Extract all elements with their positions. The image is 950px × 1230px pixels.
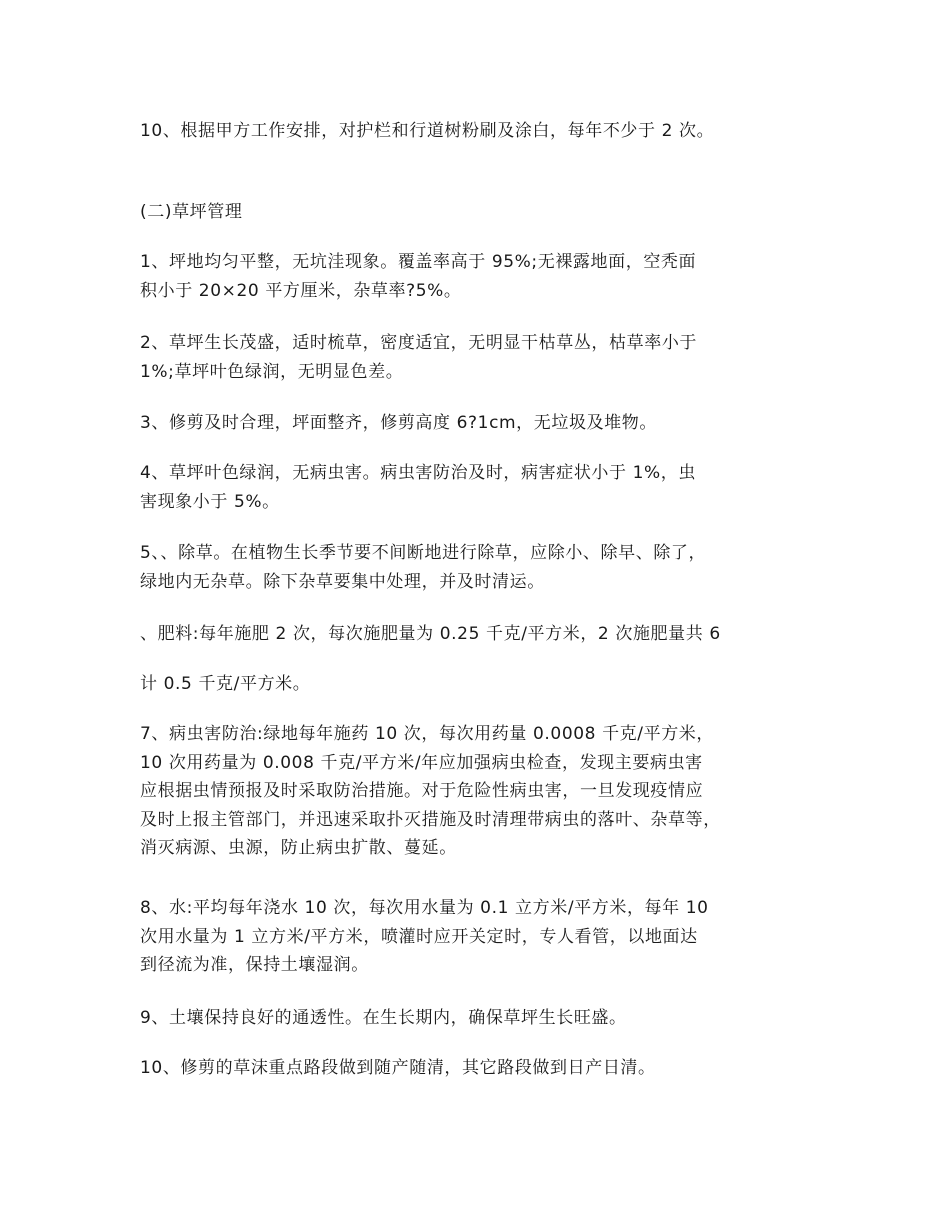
text-line: 1、坪地均匀平整，无坑洼现象。覆盖率高于 95%;无裸露地面，空秃面 xyxy=(140,252,697,272)
paragraph-fertilizer-total xyxy=(140,670,840,699)
paragraph-clippings xyxy=(140,1054,840,1083)
text-line: 8、水:平均每年浇水 10 次，每次用水量为 0.1 立方米/平方米，每年 10 xyxy=(140,898,709,918)
text-line: 应根据虫情预报及时采取防治措施。对于危险性病虫害，一旦发现疫情应 xyxy=(140,781,704,801)
paragraph-fence-whitewash xyxy=(140,117,840,146)
text-line: 及时上报主管部门，并迅速采取扑灭措施及时清理带病虫的落叶、杂草等， xyxy=(140,809,721,830)
text-line: (二)草坪管理 xyxy=(140,202,243,222)
text-line: 积小于 20×20 平方厘米，杂草率?5%。 xyxy=(140,280,462,301)
paragraph-pest-control xyxy=(140,720,840,863)
text-line: 绿地内无杂草。除下杂草要集中处理，并及时清运。 xyxy=(140,571,545,592)
paragraph-watering xyxy=(140,894,840,980)
text-line: 、肥料:每年施肥 2 次，每次施肥量为 0.25 千克/平方米，2 次施肥量共 6 xyxy=(140,624,721,644)
text-line: 1%;草坪叶色绿润，无明显色差。 xyxy=(140,361,404,382)
text-line: 10、修剪的草沫重点路段做到随产随清，其它路段做到日产日清。 xyxy=(140,1058,656,1078)
text-line: 9、土壤保持良好的通透性。在生长期内，确保草坪生长旺盛。 xyxy=(140,1008,627,1028)
paragraph-pest-free xyxy=(140,459,840,516)
text-line: 消灭病源、虫源，防止病虫扩散、蔓延。 xyxy=(140,838,457,858)
text-line: 到径流为准，保持土壤湿润。 xyxy=(140,955,369,975)
text-line: 2、草坪生长茂盛，适时梳草，密度适宜，无明显干枯草丛，枯草率小于 xyxy=(140,333,698,353)
text-line: 10 次用药量为 0.008 千克/平方米/年应加强病虫检查，发现主要病虫害 xyxy=(140,752,703,773)
text-line: 次用水量为 1 立方米/平方米，喷灌时应开关定时，专人看管，以地面达 xyxy=(140,926,698,947)
text-line: 3、修剪及时合理，坪面整齐，修剪高度 6?1cm，无垃圾及堆物。 xyxy=(140,413,657,433)
text-line: 害现象小于 5%。 xyxy=(140,491,280,512)
text-line: 7、病虫害防治:绿地每年施药 10 次，每次用药量 0.0008 千克/平方米， xyxy=(140,724,714,744)
paragraph-soil xyxy=(140,1004,840,1033)
paragraph-lawn-flatness xyxy=(140,248,840,305)
text-line: 计 0.5 千克/平方米。 xyxy=(140,674,311,694)
section-heading-lawn-management xyxy=(140,198,840,227)
text-line: 5、、除草。在植物生长季节要不间断地进行除草，应除小、除早、除了， xyxy=(140,543,707,563)
paragraph-fertilizer xyxy=(140,620,840,649)
paragraph-weeding xyxy=(140,539,840,596)
text-line: 10、根据甲方工作安排，对护栏和行道树粉刷及涂白，每年不少于 2 次。 xyxy=(140,121,715,141)
text-line: 4、草坪叶色绿润，无病虫害。病虫害防治及时，病害症状小于 1%，虫 xyxy=(140,463,696,483)
paragraph-mowing xyxy=(140,409,840,438)
paragraph-lawn-growth xyxy=(140,329,840,386)
